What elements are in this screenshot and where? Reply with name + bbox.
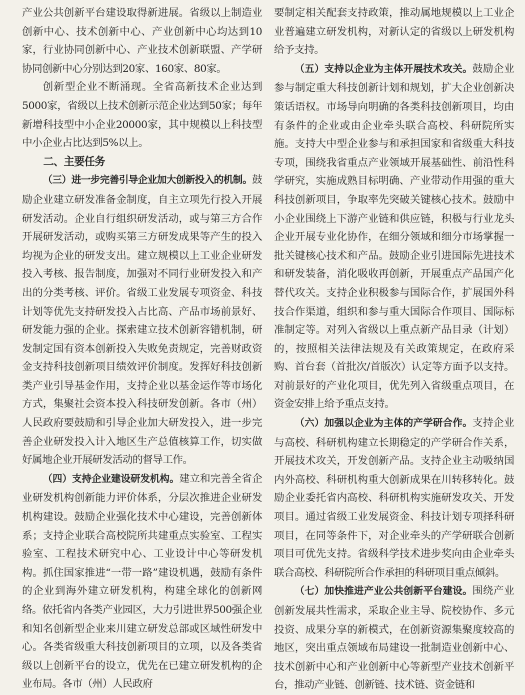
paragraph-innovative-enterprises: 创新型企业不断涌现。全省高新技术企业达到5000家，省级以上技术创新示范企业达到50家；每年新增科技型中小企业20000家，其中规模以上科技型中小企业占比达到5%以上。 <box>22 81 262 150</box>
subheading-section-5: （五）支持以企业为主体开展技术攻关。 <box>294 63 473 75</box>
paragraph-section-5 <box>274 60 514 414</box>
left-column <box>22 4 262 691</box>
body-section-3: 鼓励企业建立研发准备金制度，自主立项先行投入开展研发活动。企业自行组织研发活动，或与第三方合作开展研发活动，或购买第三方研发成果等产生的投入均视为企业的研发支出。建立规模以上工业企业研发投入考核、报告制度，加强对不同行业研发投入和产出的分类考核、评价。省级工业发展专项资金、科技计划等优先支持研发投入占比高、产品市场前景好、研发能力强的企业。探索建立技术创新容错机制，研发制定国有资本创新投入失败免责规定，完善财政资金支持科技创新项目绩效评价制度。发挥好科技创新类产业引导基金作用，支持企业以基金运作等市场化方式，集聚社会资本投入科技研发创新。各市（州）人民政府要鼓励和引导企业加大研发投入，进一步完善企业研发投入计入地区生产总值核算工作，切实做好属地企业开展研发活动的督导工作。 <box>22 174 262 467</box>
subheading-section-4: （四）支持企业建设研发机构。 <box>42 473 180 485</box>
paragraph-section-4 <box>22 470 262 694</box>
body-section-4: 建立和完善全省企业研发机构创新能力评价体系，分层次推进企业研发机构建设。鼓励企业强化技术中心建设，完善创新体系；支持企业联合高校院所共建重点实验室、工程实验室、工程技术研究中心、工业设计中心等研发机构。抓住国家推进“一带一路”建设机遇，鼓励有条件的企业到海外建立研发机构，构建全球化的创新网络。依托省内各类产业园区，大力引进世界500强企业和知名创新型企业来川建立研发总部或区域性研发中心。各类省级重大科技创新项目的立项，以及各类省级以上创新平台的设立，优先在已建立研发机构的企业布局。各市（州）人民政府 <box>22 472 262 691</box>
subheading-section-7: （七）加快推进产业公共创新平台建设。 <box>294 586 473 598</box>
paragraph-section-3 <box>22 171 262 470</box>
body-section-7: 围绕产业创新发展共性需求，采取企业主导、院校协作、多元投资、成果分享的新模式，在创新资源集聚度较高的地区，突出重点领域布局建设一批制造业创新中心、技术创新中心和产业创新中心等新型产业技术创新平台，推动产业链、创新链、技术链、资金链和 <box>274 585 514 692</box>
paragraph-section-7 <box>274 582 514 695</box>
paragraph-continued: 要制定相关配套支持政策，推动属地规模以上工业企业普遍建立研发机构，对新认定的省级以上研发机构给予支持。 <box>274 7 514 57</box>
section-heading-main-tasks: 二、主要任务 <box>43 155 105 168</box>
subheading-section-6: （六）加强以企业为主体的产学研合作。 <box>294 418 473 430</box>
paragraph-platform-progress: 产业公共创新平台建设取得新进展。省级以上制造业创新中心、技术创新中心、产业创新中心均达到10家，行业协同创新中心、产业技术创新联盟、产学研协同创新中心分别达到20家、160家、80家。 <box>22 7 262 75</box>
subheading-section-3: （三）进一步完善引导企业加大创新投入的机制。 <box>42 175 252 187</box>
right-column <box>274 4 514 692</box>
paragraph-section-6 <box>274 414 514 582</box>
body-section-5: 鼓励企业参与制定重大科技创新计划和规划，扩大企业创新决策话语权。市场导向明确的各类科技创新项目，均由有条件的企业或由企业牵头联合高校、科研院所实施。支持大中型企业参与和承担国家和省级重大科技专项，围绕我省重点产业领域开展基础性、前沿性科学研究，实施成熟目标明确、产业带动作用强的重大科技创新项目，争取率先突破关键核心技术。鼓励中小企业围绕上下游产业链和供应链，积极与行业龙头企业开展专业化协作，在细分领域和细分市场掌握一批关键核心技术和产品。鼓励企业引进国际先进技术和研发装备，消化吸收再创新，开展重点产品国产化替代攻关。支持企业积极参与国际合作，扩展国外科技合作渠道，组织和参与重大国际合作项目、国际标准制定等。对列入省级以上重点新产品目录（计划）的，按照相关法律法规及有关政策规定，在政府采购、首台套（首批次/首版次）认定等方面予以支持。对前景好的产业化项目，优先列入省级重点项目，在资金安排上给予重点支持。 <box>274 62 514 411</box>
body-section-6: 支持企业与高校、科研机构建立长期稳定的产学研合作关系，开展技术攻关，开发创新产品。支持企业主动吸纳国内外高校、科研机构重大创新成果在川转移转化。鼓励企业委托省内高校、科研机构实施研发攻关、开发项目。通过省级工业发展资金、科技计划专项择科研项目，在同等条件下，对企业牵头的产学研联合创新项目可优先支持。省级科学技术进步奖向由企业牵头联合高校、科研院所合作承担的科研项目重点倾斜。 <box>274 417 514 579</box>
